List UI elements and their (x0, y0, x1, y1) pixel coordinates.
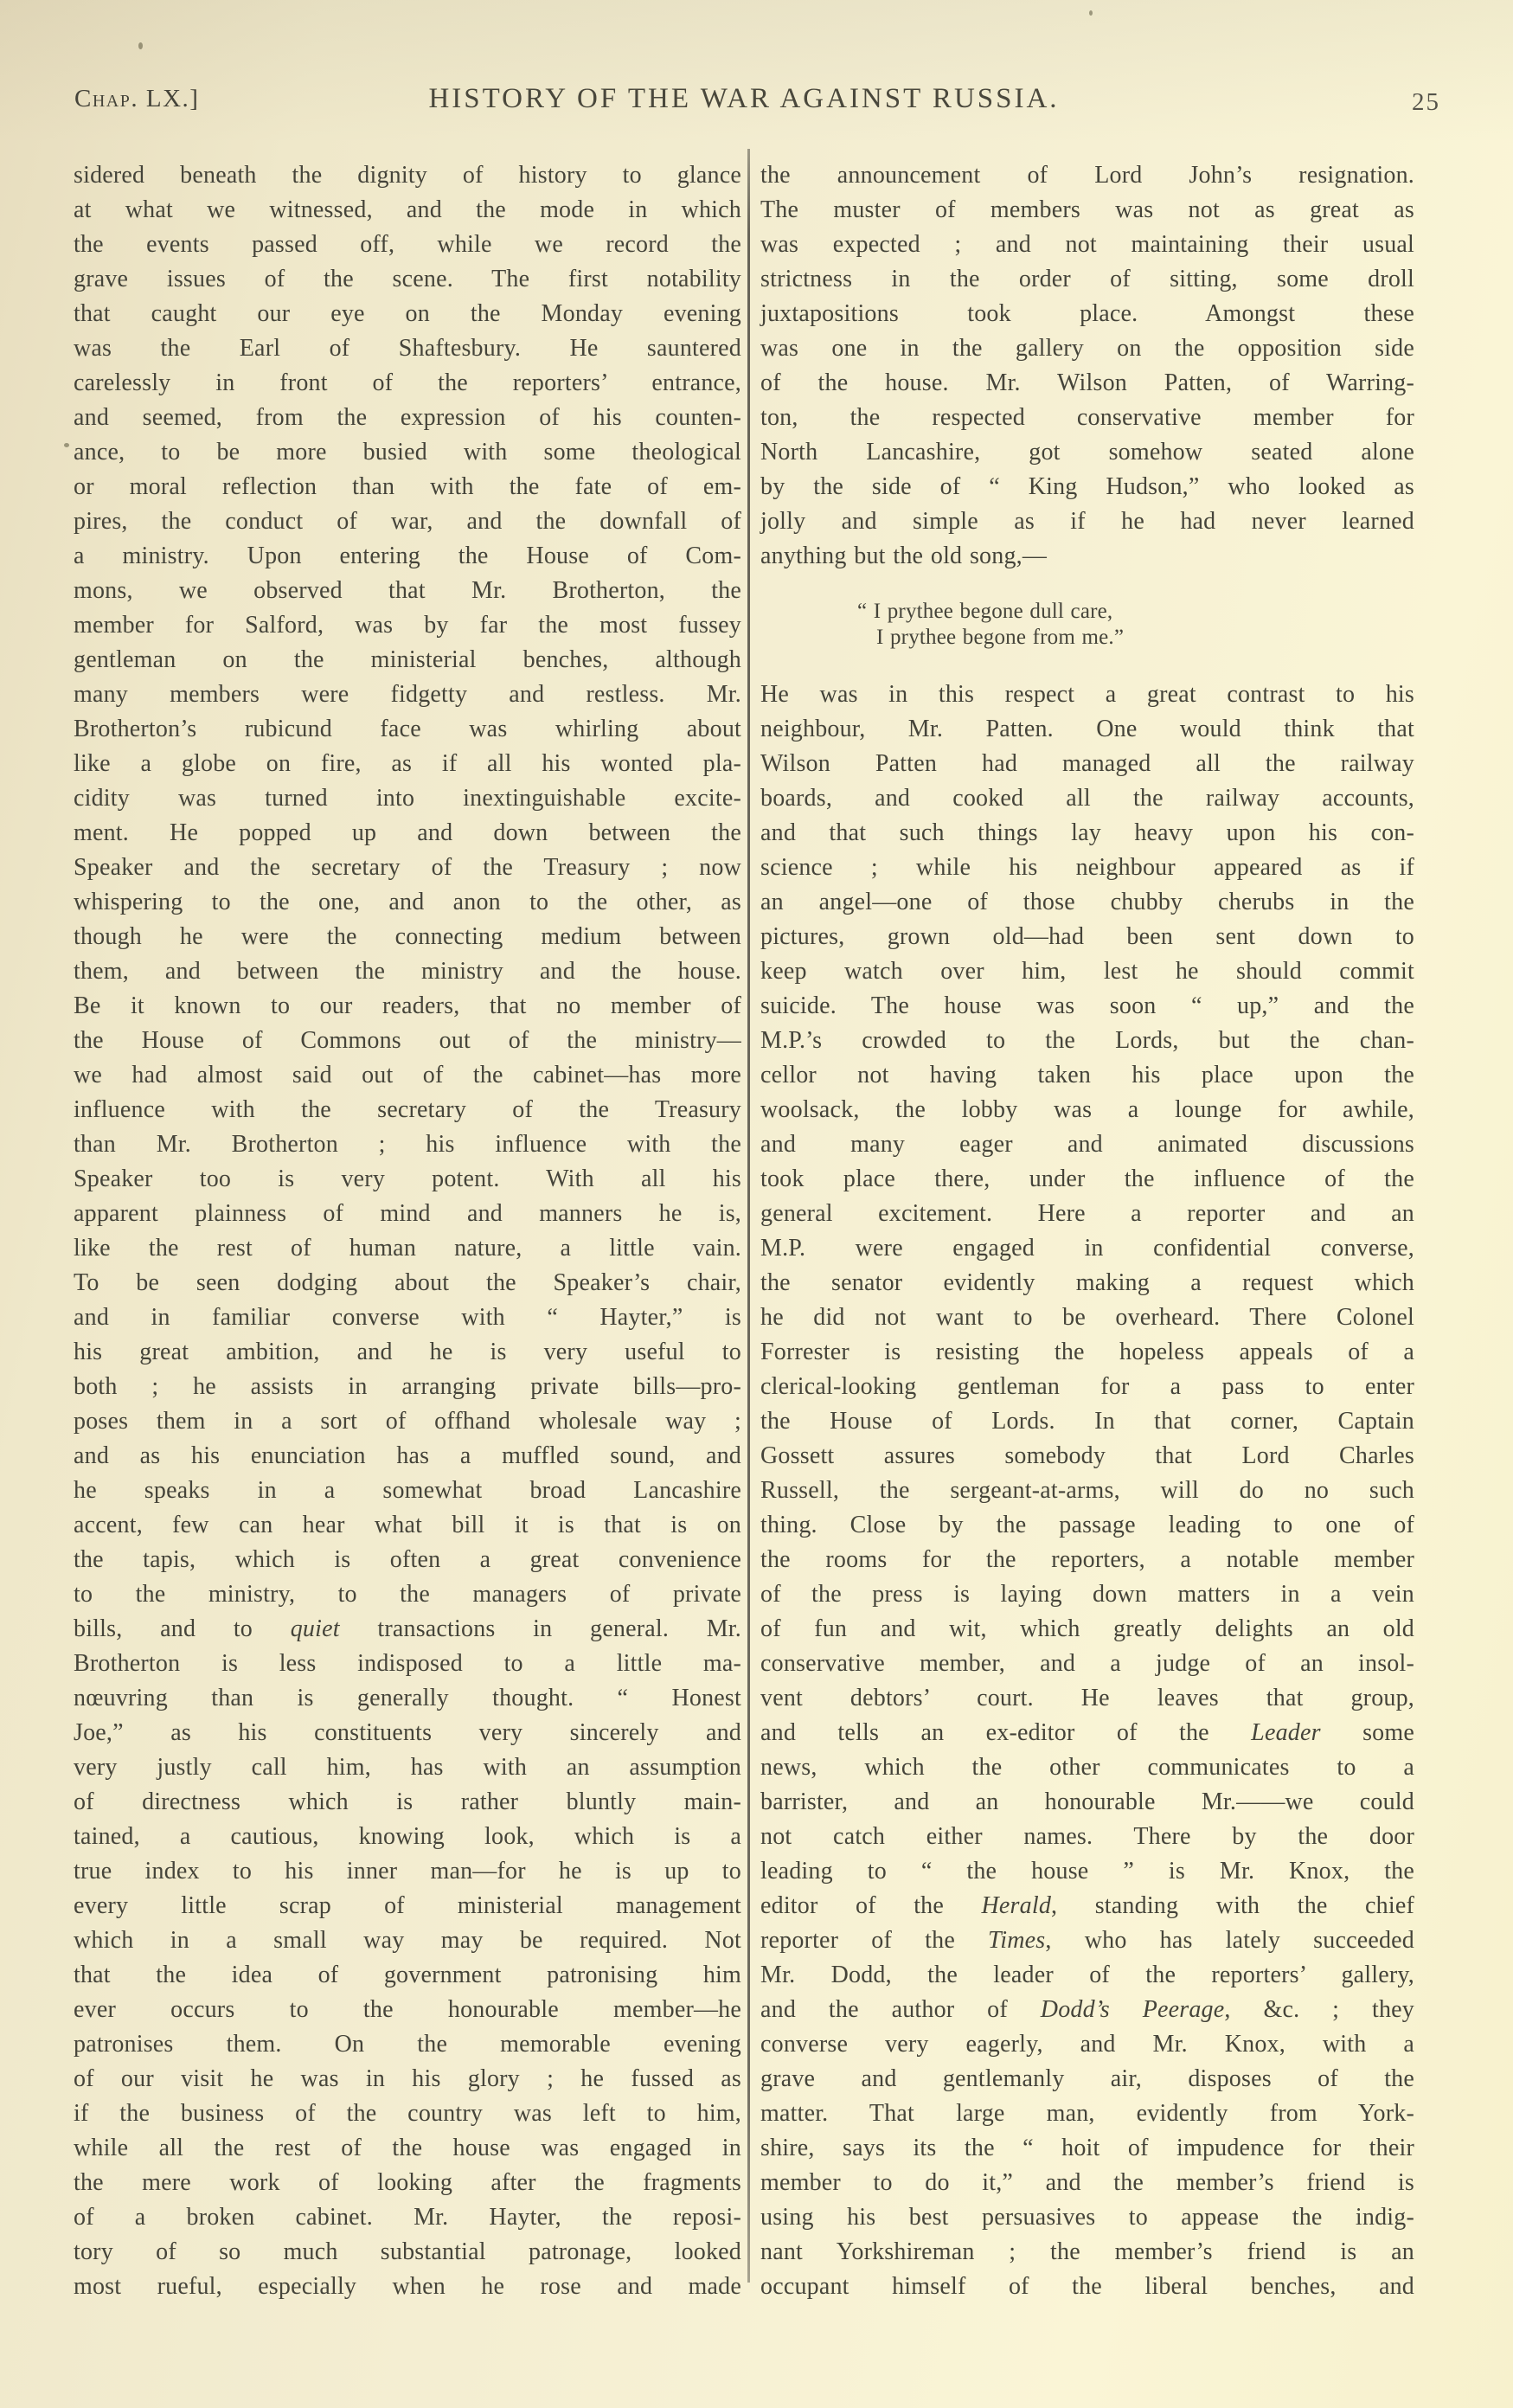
text-line: influence with the secretary of the Treasury (74, 1096, 741, 1123)
text-line: member for Salford, was by far the most fussey (74, 612, 741, 639)
left-column (74, 158, 741, 2304)
text-line: jolly and simple as if he had never learned (760, 508, 1414, 535)
text-line: both ; he assists in arranging private bills—pro- (74, 1373, 741, 1400)
text-line: that the idea of government patronising him (74, 1962, 741, 1988)
text-line: M.P.’s crowded to the Lords, but the chan- (760, 1027, 1414, 1054)
text-line: strictness in the order of sitting, some droll (760, 266, 1414, 292)
text-line: while all the rest of the house was engaged in (74, 2135, 741, 2161)
text-line: very justly call him, has with an assumption (74, 1754, 741, 1781)
text-line: the rooms for the reporters, a notable member (760, 1546, 1414, 1573)
text-line: and the author of Dodd’s Peerage, &c. ; they (760, 1996, 1415, 2023)
text-line: many members were fidgetty and restless. Mr. (74, 681, 741, 708)
verse-line: I prythee begone from me.” (876, 626, 1125, 649)
text-line: occupant himself of the liberal benches, and (760, 2273, 1414, 2300)
text-line: pires, the conduct of war, and the downfall of (74, 508, 741, 535)
text-line: grave issues of the scene. The first notability (74, 266, 741, 292)
text-line: Forrester is resisting the hopeless appeals of a (760, 1339, 1414, 1365)
text-line: took place there, under the influence of the (760, 1165, 1414, 1192)
text-line: patronises them. On the memorable evening (74, 2031, 741, 2058)
text-line: though he were the connecting medium between (74, 923, 741, 950)
text-line: M.P. were engaged in confidential converse, (760, 1235, 1414, 1262)
text-line: like the rest of human nature, a little vain. (74, 1235, 741, 1262)
paper-speck (138, 42, 143, 49)
text-line: cellor not having taken his place upon the (760, 1062, 1414, 1088)
text-line: carelessly in front of the reporters’ entrance, (74, 369, 741, 396)
text-line: thing. Close by the passage leading to one of (760, 1512, 1414, 1538)
text-line: reporter of the Times, who has lately succeeded (760, 1927, 1414, 1954)
text-line: the events passed off, while we record the (74, 231, 741, 258)
text-line: of fun and wit, which greatly delights an old (760, 1615, 1414, 1642)
text-line: apparent plainness of mind and manners he is, (74, 1200, 741, 1227)
text-line: of our visit he was in his glory ; he fussed as (74, 2065, 741, 2092)
text-line: ever occurs to the honourable member—he (74, 1996, 741, 2023)
text-line: the announcement of Lord John’s resignation. (760, 162, 1414, 189)
running-title: HISTORY OF THE WAR AGAINST RUSSIA. (428, 83, 1060, 114)
text-line: and many eager and animated discussions (760, 1131, 1414, 1158)
verse-line: “ I prythee begone dull care, (857, 600, 1113, 623)
text-line: a ministry. Upon entering the House of Com- (74, 543, 741, 569)
text-line: science ; while his neighbour appeared as if (760, 854, 1414, 881)
text-line: converse very eagerly, and Mr. Knox, with a (760, 2031, 1414, 2058)
text-line: at what we witnessed, and the mode in which (74, 196, 741, 223)
text-line: gentleman on the ministerial benches, although (74, 646, 741, 673)
text-line: the mere work of looking after the fragments (74, 2169, 741, 2196)
text-line: by the side of “ King Hudson,” who looked as (760, 473, 1414, 500)
text-line: true index to his inner man—for he is up to (74, 1858, 741, 1885)
text-line: mons, we observed that Mr. Brotherton, the (74, 577, 741, 604)
text-line: than Mr. Brotherton ; his influence with the (74, 1131, 741, 1158)
right-column-upper (760, 158, 1414, 574)
text-line: anything but the old song,— (760, 543, 1048, 569)
text-line: he did not want to be overheard. There Colonel (760, 1304, 1414, 1331)
text-line: The muster of members was not as great as (760, 196, 1414, 223)
text-line: Joe,” as his constituents very sincerely and (74, 1719, 741, 1746)
text-line: Brotherton is less indisposed to a little ma- (74, 1650, 741, 1677)
paper-speck (1089, 10, 1093, 16)
text-line: we had almost said out of the cabinet—has more (74, 1062, 741, 1088)
text-line: that caught our eye on the Monday evening (74, 300, 741, 327)
text-line: editor of the Herald, standing with the chief (760, 1892, 1414, 1919)
text-line: To be seen dodging about the Speaker’s chair, (74, 1269, 741, 1296)
text-line: clerical-looking gentleman for a pass to enter (760, 1373, 1414, 1400)
paper-speck (64, 443, 69, 447)
text-line: and that such things lay heavy upon his con- (760, 819, 1414, 846)
text-line: tained, a cautious, knowing look, which is a (74, 1823, 741, 1850)
text-line: member to do it,” and the member’s friend is (760, 2169, 1414, 2196)
text-line: the House of Commons out of the ministry— (74, 1027, 741, 1054)
text-line: poses them in a sort of offhand wholesale way ; (74, 1408, 741, 1435)
text-line: or moral reflection than with the fate of em- (74, 473, 741, 500)
right-column-lower (760, 677, 1414, 2304)
text-line: Brotherton’s rubicund face was whirling about (74, 716, 741, 742)
text-line: an angel—one of those chubby cherubs in the (760, 889, 1414, 915)
text-line: most rueful, especially when he rose and made (74, 2273, 741, 2300)
text-line: was the Earl of Shaftesbury. He sauntered (74, 335, 741, 362)
text-line: barrister, and an honourable Mr.——we could (760, 1788, 1414, 1815)
text-line: like a globe on fire, as if all his wonted pla- (74, 750, 741, 777)
column-divider-rule (747, 149, 750, 2283)
text-line: and as his enunciation has a muffled sound, and (74, 1442, 741, 1469)
text-line: Russell, the sergeant-at-arms, will do no such (760, 1477, 1414, 1504)
text-line: every little scrap of ministerial management (74, 1892, 741, 1919)
text-line: grave and gentlemanly air, disposes of the (760, 2065, 1414, 2092)
text-line: North Lancashire, got somehow seated alone (760, 439, 1414, 466)
chapter-label: Chap. LX.] (74, 85, 200, 112)
text-line: juxtapositions took place. Amongst these (760, 300, 1414, 327)
text-line: tory of so much substantial patronage, looked (74, 2238, 741, 2265)
text-line: whispering to the one, and anon to the other, as (74, 889, 741, 915)
text-line: ment. He popped up and down between the (74, 819, 741, 846)
text-line: Speaker and the secretary of the Treasury ; now (74, 854, 741, 881)
song-quote (760, 574, 1414, 677)
text-line: woolsack, the lobby was a lounge for awhile, (760, 1096, 1414, 1123)
text-line: of the press is laying down matters in a vein (760, 1581, 1414, 1608)
text-line: Be it known to our readers, that no member of (74, 992, 741, 1019)
text-line: ance, to be more busied with some theological (74, 439, 741, 466)
text-line: using his best persuasives to appease the indig- (760, 2204, 1414, 2231)
page-header (0, 81, 1513, 119)
text-line: nœuvring than is generally thought. “ Honest (74, 1685, 741, 1711)
text-line: not catch either names. There by the door (760, 1823, 1414, 1850)
text-line: if the business of the country was left to him, (74, 2100, 741, 2127)
text-line: the tapis, which is often a great convenience (74, 1546, 741, 1573)
text-line: conservative member, and a judge of an insol- (760, 1650, 1414, 1677)
text-line: news, which the other communicates to a (760, 1754, 1414, 1781)
text-line: matter. That large man, evidently from York- (760, 2100, 1414, 2127)
text-line: of directness which is rather bluntly main- (74, 1788, 741, 1815)
text-line: to the ministry, to the managers of private (74, 1581, 741, 1608)
text-line: leading to “ the house ” is Mr. Knox, the (760, 1858, 1414, 1885)
text-line: and in familiar converse with “ Hayter,” is (74, 1304, 741, 1331)
text-line: shire, says its the “ hoit of impudence for their (760, 2135, 1414, 2161)
text-line: nant Yorkshireman ; the member’s friend is an (760, 2238, 1414, 2265)
right-column (760, 158, 1414, 2304)
text-line: pictures, grown old—had been sent down to (760, 923, 1414, 950)
text-line: bills, and to quiet transactions in general. Mr. (74, 1615, 741, 1642)
text-line: and tells an ex-editor of the Leader some (760, 1719, 1414, 1746)
text-line: he speaks in a somewhat broad Lancashire (74, 1477, 741, 1504)
text-line: Gossett assures somebody that Lord Charles (760, 1442, 1414, 1469)
text-line: ton, the respected conservative member for (760, 404, 1414, 431)
text-line: was one in the gallery on the opposition side (760, 335, 1414, 362)
text-line: was expected ; and not maintaining their usual (760, 231, 1414, 258)
text-line: cidity was turned into inextinguishable excite- (74, 785, 741, 812)
text-line: which in a small way may be required. Not (74, 1927, 741, 1954)
text-line: keep watch over him, lest he should commit (760, 958, 1414, 985)
text-line: of the house. Mr. Wilson Patten, of Warring- (760, 369, 1414, 396)
text-line: and seemed, from the expression of his counten- (74, 404, 741, 431)
text-line: Speaker too is very potent. With all his (74, 1165, 741, 1192)
text-line: vent debtors’ court. He leaves that group, (760, 1685, 1414, 1711)
text-line: boards, and cooked all the railway accounts, (760, 785, 1414, 812)
text-line: He was in this respect a great contrast to his (760, 681, 1414, 708)
text-line: his great ambition, and he is very useful to (74, 1339, 741, 1365)
text-line: sidered beneath the dignity of history to glance (74, 162, 741, 189)
text-line: the House of Lords. In that corner, Captain (760, 1408, 1414, 1435)
text-line: neighbour, Mr. Patten. One would think that (760, 716, 1414, 742)
text-line: of a broken cabinet. Mr. Hayter, the reposi- (74, 2204, 741, 2231)
text-line: the senator evidently making a request which (760, 1269, 1414, 1296)
text-line: Wilson Patten had managed all the railway (760, 750, 1414, 777)
text-line: accent, few can hear what bill it is that is on (74, 1512, 741, 1538)
page-number: 25 (1412, 88, 1440, 116)
text-line: general excitement. Here a reporter and an (760, 1200, 1414, 1227)
text-line: Mr. Dodd, the leader of the reporters’ gallery, (760, 1962, 1414, 1988)
text-line: suicide. The house was soon “ up,” and the (760, 992, 1414, 1019)
text-line: them, and between the ministry and the house. (74, 958, 741, 985)
